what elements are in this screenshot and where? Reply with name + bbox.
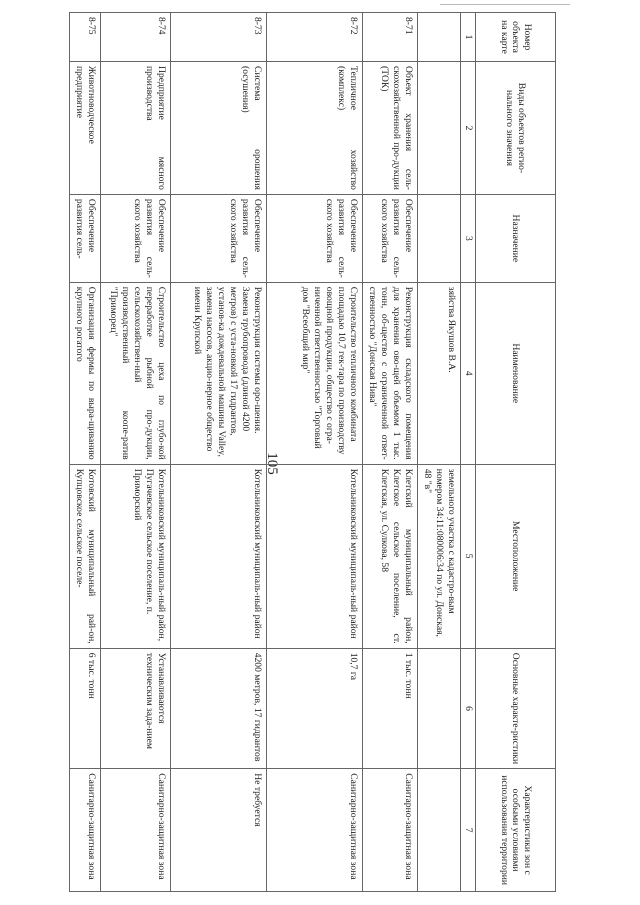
table-row: [70, 13, 101, 892]
objects-table: [69, 12, 556, 892]
column-number: 4: [461, 282, 476, 464]
header-row: [476, 13, 556, 892]
object-location: Котельниковский муниципаль-ный район: [171, 464, 267, 648]
object-purpose: Обеспечение развития сель-ского хозяйства: [363, 194, 418, 282]
object-characteristics: 1 тыс. тонн: [363, 648, 418, 769]
table-row: [267, 13, 363, 892]
column-number: 1: [461, 13, 476, 62]
object-type: Система орошения (осушения): [171, 62, 267, 195]
object-purpose: Обеспечение развития сель-ского хозяйства: [101, 194, 171, 282]
column-number: 2: [461, 62, 476, 195]
object-location: Котельниковский муниципаль-ный район, Пугачевское сельское поселение, п. Приморский: [101, 464, 171, 648]
object-name: Реконструкция складского помещения для хранения ово-щей объемом 1 тыс. тонн, об-щество с ограниченной ответ-ственностью "Донская Нива": [363, 282, 418, 464]
object-number: 8-71: [363, 13, 418, 62]
header-cell: Номер объекта на карте: [476, 13, 556, 62]
object-name: Строительство цеха по глубо-кой переработке рыбной про-дукции, сельскохозяйствен-ный производственный коопе-ратив "Приморец": [101, 282, 171, 464]
table-row: [101, 13, 171, 892]
object-name: Строительство тепличного комбината площадью 10,7 гек-тара по производству овощной продукции, общество с огра-ниченной ответственностью "Торговый дом "Всеобщий мир": [267, 282, 363, 464]
continuation-row: [418, 13, 461, 892]
object-location: Котельниковский муниципаль-ный район: [267, 464, 363, 648]
continuation-name: зяйства Якушов В.А.: [418, 282, 461, 464]
object-zones: Санитарно-защитная зона: [363, 769, 418, 892]
header-cell: Виды объектов регио-нального значения: [476, 62, 556, 195]
header-cell: Основные характе-ристики: [476, 648, 556, 769]
header-cell: Назначение: [476, 194, 556, 282]
object-location: Котовский муниципальный рай-он, Купцовское сельское поселе-: [70, 464, 101, 648]
object-zones: Санитарно-защитная зона: [267, 769, 363, 892]
header-cell: Наименование: [476, 282, 556, 464]
object-characteristics: 10,7 га: [267, 648, 363, 769]
column-number: 5: [461, 464, 476, 648]
object-characteristics: 6 тыс. тонн: [70, 648, 101, 769]
column-number: 6: [461, 648, 476, 769]
object-type: Объект хранения сель-скохозяйственной про-дукции (ТОК): [363, 62, 418, 195]
object-zones: Не требуется: [171, 769, 267, 892]
object-name: Реконструкция системы оро-шения. Замена трубопровода (длиной 4200 метров) с уста-новкой 17 гидрантов, установ-ка дождевальной машины Valley, замена насосов, акцио-нерное общество имени Крупской: [171, 282, 267, 464]
object-number: 8-75: [70, 13, 101, 62]
column-number-row: [461, 13, 476, 892]
object-number: 8-73: [171, 13, 267, 62]
object-type: Животноводческое предприятие: [70, 62, 101, 195]
object-zones: Санитарно-защитная зона: [101, 769, 171, 892]
object-type: Тепличное хозяйство (комплекс): [267, 62, 363, 195]
column-number: 7: [461, 769, 476, 892]
object-number: 8-74: [101, 13, 171, 62]
continuation-location: земельного участка с кадастро-вым номером 34:11:080006:34 по ул. Донская, 48 "в": [418, 464, 461, 648]
document-table-rotated: [56, 12, 556, 892]
object-characteristics: Устанавливаются техническим зада-нием: [101, 648, 171, 769]
object-purpose: Обеспечение развития сель-: [70, 194, 101, 282]
page-number: 105: [263, 452, 280, 475]
table-row: [363, 13, 418, 892]
object-type: Предприятие мясного производства: [101, 62, 171, 195]
object-location: Клетский муниципальный район, Клетское сельское поселение, ст. Клетская, ул. Сулкова, 58: [363, 464, 418, 648]
object-number: 8-72: [267, 13, 363, 62]
object-characteristics: 4200 метров, 17 гидрантов: [171, 648, 267, 769]
scan-edge-line: [440, 4, 570, 5]
column-number: 3: [461, 194, 476, 282]
header-cell: Местоположение: [476, 464, 556, 648]
object-purpose: Обеспечение развития сель-ского хозяйства: [171, 194, 267, 282]
table-row: [171, 13, 267, 892]
object-purpose: Обеспечение развития сель-ского хозяйства: [267, 194, 363, 282]
header-cell: Характеристики зон с особыми условиями использования территории: [476, 769, 556, 892]
object-name: Организация фермы по выра-щиванию крупного рогатого: [70, 282, 101, 464]
object-zones: Санитарно-защитная зона: [70, 769, 101, 892]
